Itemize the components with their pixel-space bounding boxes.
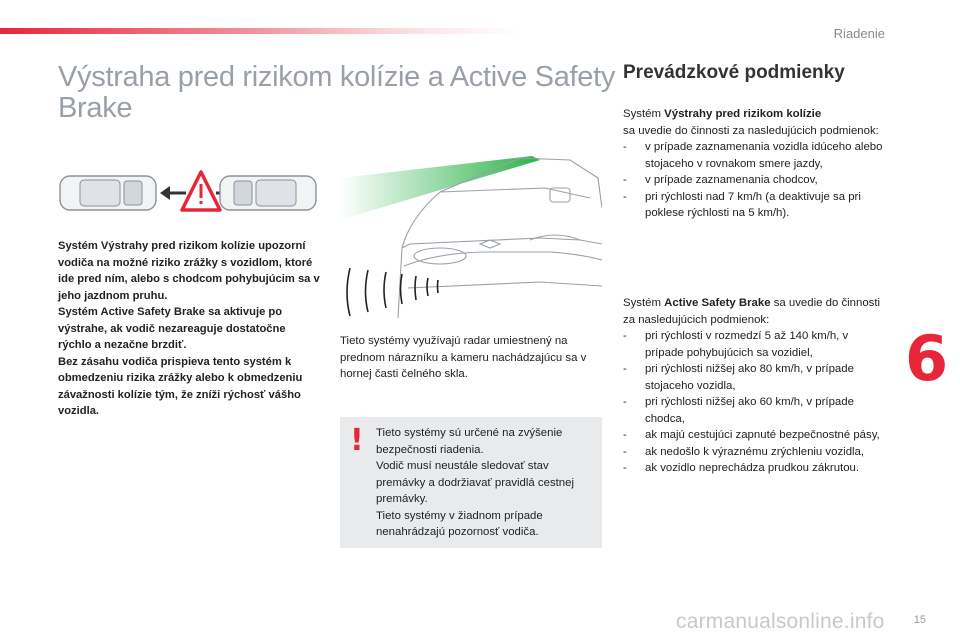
list-item: - v prípade zaznamenania chodcov, (623, 174, 818, 186)
radar-wave-icon (347, 268, 438, 316)
list-item: - v prípade zaznamenania vozidla idúceho alebo stojaceho v rovnakom smere jazdy, (623, 141, 883, 170)
warning-line: Tieto systémy sú určené na zvýšenie bezpečnosti riadenia. (376, 427, 563, 456)
intro-paragraph: Bez zásahu vodiča prispieva tento systém k obmedzeniu rizika zrážky alebo k obmedzeniu závažnosti kolízie tým, že zníži rýchosť vášho vozidla. (58, 355, 303, 417)
chapter-number: 6 (905, 322, 949, 395)
list-item: - pri rýchlosti nad 7 km/h (a deaktivuje sa pri poklese rýchlosti na 5 km/h). (623, 190, 861, 219)
camera-beam (340, 156, 540, 220)
list-item: - pri rýchlosti nižšej ako 60 km/h, v prípade chodca, (623, 396, 854, 425)
fcw-system-name: Výstrahy pred rizikom kolízie (664, 108, 822, 120)
warning-text (376, 425, 596, 541)
fcw-conditions (623, 106, 885, 222)
warning-box (340, 417, 602, 548)
asb-intro-text: sa uvedie do činnosti za nasledujúcich podmienok: (623, 297, 881, 326)
van-front-illustration (340, 148, 602, 318)
list-item: - ak vozidlo neprechádza prudkou zákrutou. (623, 462, 860, 474)
intro-text (58, 238, 320, 420)
fcw-intro (623, 106, 885, 139)
list-item: - ak majú cestujúci zapnuté bezpečnostné pásy, (623, 429, 880, 441)
conditions-heading: Prevádzkové podmienky (623, 62, 845, 83)
asb-prefix: Systém (623, 297, 665, 309)
watermark: carmanualsonline.info (676, 610, 885, 633)
exclamation-icon: ! (350, 423, 364, 458)
car-top-view-icon (60, 176, 156, 210)
list-item: - ak nedošlo k výraznému zrýchleniu vozidla, (623, 445, 865, 458)
section-label: Riadenie (833, 26, 885, 41)
car-top-view-icon (220, 176, 316, 210)
list-item: - pri rýchlosti v rozmedzí 5 až 140 km/h, v prípade pohybujúcich sa vozidiel, (623, 330, 849, 359)
warning-line: Vodič musí neustále sledovať stav premávky a dodržiavať pravidlá cestnej premávky. (376, 460, 575, 505)
collision-warning-illustration (58, 170, 318, 216)
fcw-prefix: Systém (623, 108, 665, 120)
systems-description: Tieto systémy využívajú radar umiestnený na prednom nárazníku a kameru nachádzajúcu sa v hornej časti čelného skla. (340, 335, 587, 380)
header-accent-bar (0, 28, 520, 34)
page-title: Výstraha pred rizikom kolízie a Active Safety Brake (58, 61, 616, 124)
asb-conditions (623, 295, 885, 477)
fcw-intro-text: sa uvedie do činnosti za nasledujúcich podmienok: (623, 124, 879, 137)
intro-paragraph: Systém Výstrahy pred rizikom kolízie upozorní vodiča na možné riziko zrážky s vozidlom, ktoré ide pred ním, alebo s chodcom pohybujúcim sa v jeho jazdnom pruhu. (58, 240, 320, 302)
warning-triangle-icon (182, 172, 220, 210)
list-item: - pri rýchlosti nižšej ako 80 km/h, v prípade stojaceho vozidla, (623, 363, 854, 392)
asb-intro (623, 295, 885, 328)
warning-line: Tieto systémy v žiadnom prípade nenahrádzajú pozornosť vodiča. (376, 509, 543, 538)
intro-paragraph: Systém Active Safety Brake sa aktivuje po výstrahe, ak vodič nezareaguje dostatočne rýchlo a nezačne brzdiť. (58, 306, 286, 351)
asb-system-name: Active Safety Brake (664, 297, 771, 309)
page-number: 15 (913, 614, 926, 626)
